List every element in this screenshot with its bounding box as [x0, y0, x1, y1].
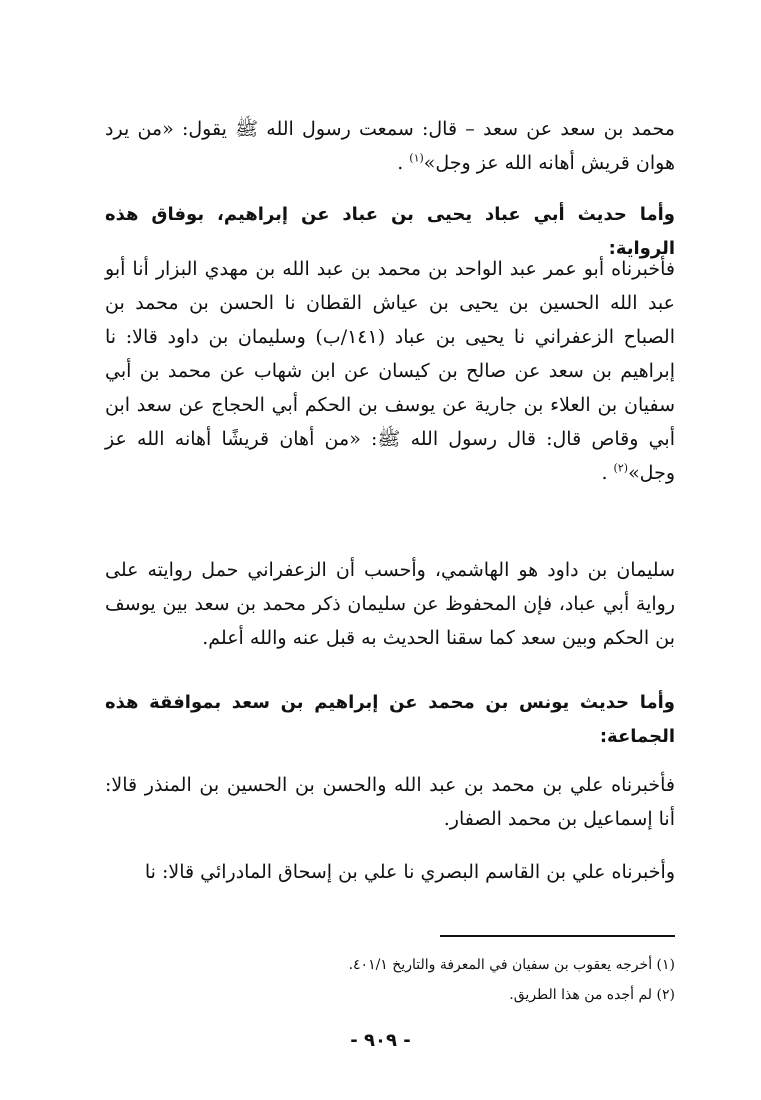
footnote-2-text: لم أجده من هذا الطريق. [509, 987, 653, 1003]
paragraph-1 [105, 112, 675, 180]
footnote-2-number: (٢) [656, 987, 675, 1003]
footnotes [280, 950, 675, 1010]
footnote-1-text: أخرجه يعقوب بن سفيان في المعرفة والتاريخ ٤٠١/١. [348, 957, 653, 973]
footnote-divider [440, 935, 675, 937]
section-heading-2: وأما حديث يونس بن محمد عن إبراهيم بن سعد بموافقة هذه الجماعة: [105, 692, 675, 747]
footnote-2 [280, 980, 675, 1010]
footnote-1-number: (١) [656, 957, 675, 973]
paragraph-4: فأخبرناه علي بن محمد بن عبد الله والحسن بن الحسين بن المنذر قالا: أنا إسماعيل بن محمد الصفار. [105, 774, 675, 830]
paragraph-1-text: محمد بن سعد عن سعد – قال: سمعت رسول الله ﷺ يقول: «من يرد هوان قريش أهانه الله عز وجل» [105, 118, 675, 174]
paragraph-2-tail: . [601, 462, 614, 484]
footnote-1 [280, 950, 675, 980]
page-number: - ٩٠٩ - [350, 1030, 411, 1051]
footnote-ref-2[interactable]: (٢) [613, 461, 629, 475]
paragraph-5: وأخبرناه علي بن القاسم البصري نا علي بن إسحاق المادرائي قالا: نا [144, 861, 675, 883]
section-heading-1: وأما حديث أبي عباد يحيى بن عباد عن إبراهيم، بوفاق هذه الرواية: [105, 204, 675, 259]
footnote-ref-1[interactable]: (١) [409, 151, 424, 165]
paragraph-3: سليمان بن داود هو الهاشمي، وأحسب أن الزعفراني حمل روايته على رواية أبي عباد، فإن المحفوظ عن سليمان ذكر محمد بن سعد بين يوسف بن الحكم وبين سعد كما سقنا الحديث به قبل عنه والله أعلم. [105, 559, 675, 649]
paragraph-2-text: فأخبرناه أبو عمر عبد الواحد بن محمد بن عبد الله بن مهدي البزار أنا أبو عبد الله الحسين بن يحيى بن عياش القطان نا الحسن بن محمد بن الصباح الزعفراني نا يحيى بن عباد (١٤١/ب) وسليمان بن داود قالا: نا إبراهيم بن سعد عن صالح بن كيسان عن ابن شهاب عن محمد بن أبي سفيان بن العلاء بن جارية عن يوسف بن الحكم أبي الحجاج عن سعد ابن أبي وقاص قال: قال رسول الله ﷺ: «من أهان قريشًا أهانه الله عز وجل» [105, 258, 675, 484]
paragraph-2 [105, 252, 675, 490]
paragraph-1-tail: . [397, 152, 410, 174]
